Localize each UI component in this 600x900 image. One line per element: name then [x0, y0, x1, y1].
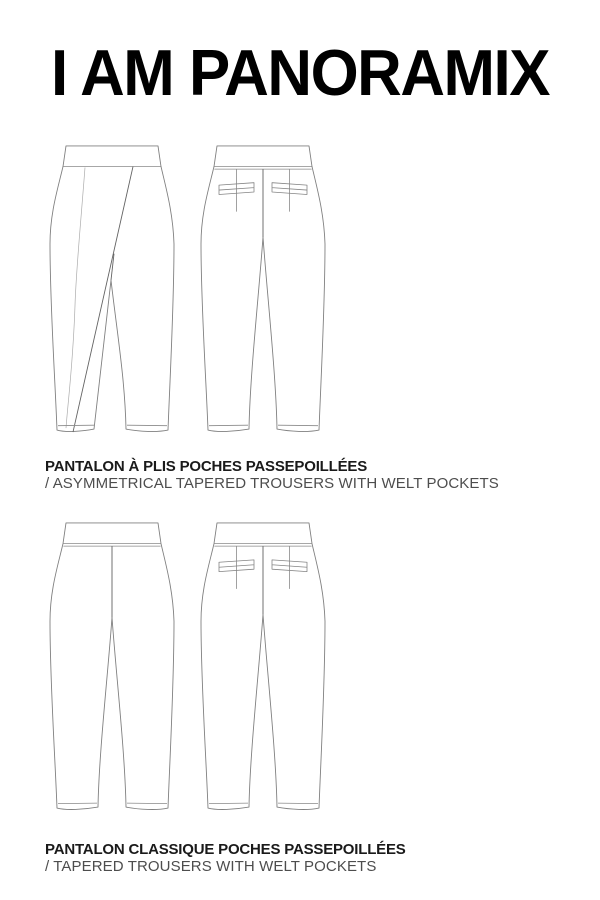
product-name-english: / TAPERED TROUSERS WITH WELT POCKETS	[45, 858, 377, 875]
trousers-front-classic	[50, 523, 174, 810]
product-caption-asymmetric	[45, 458, 565, 492]
asymmetric-trousers-front-sketch	[46, 144, 178, 434]
trousers-back-sketch-1	[197, 144, 329, 434]
product-name-french: PANTALON CLASSIQUE POCHES PASSEPOILLÉES	[45, 841, 406, 858]
trousers-back	[201, 146, 325, 432]
trousers-back-sketch-2	[197, 521, 329, 812]
trousers-back	[201, 523, 325, 810]
classic-trousers-front-sketch	[46, 521, 178, 812]
garment-outline	[50, 146, 174, 432]
trousers-front-asymmetric	[50, 146, 174, 432]
product-name-english: / ASYMMETRICAL TAPERED TROUSERS WITH WELT POCKETS	[45, 475, 499, 492]
product-name-french: PANTALON À PLIS POCHES PASSEPOILLÉES	[45, 458, 368, 475]
product-caption-classic	[45, 841, 565, 875]
page-title: I AM PANORAMIX	[50, 36, 550, 109]
